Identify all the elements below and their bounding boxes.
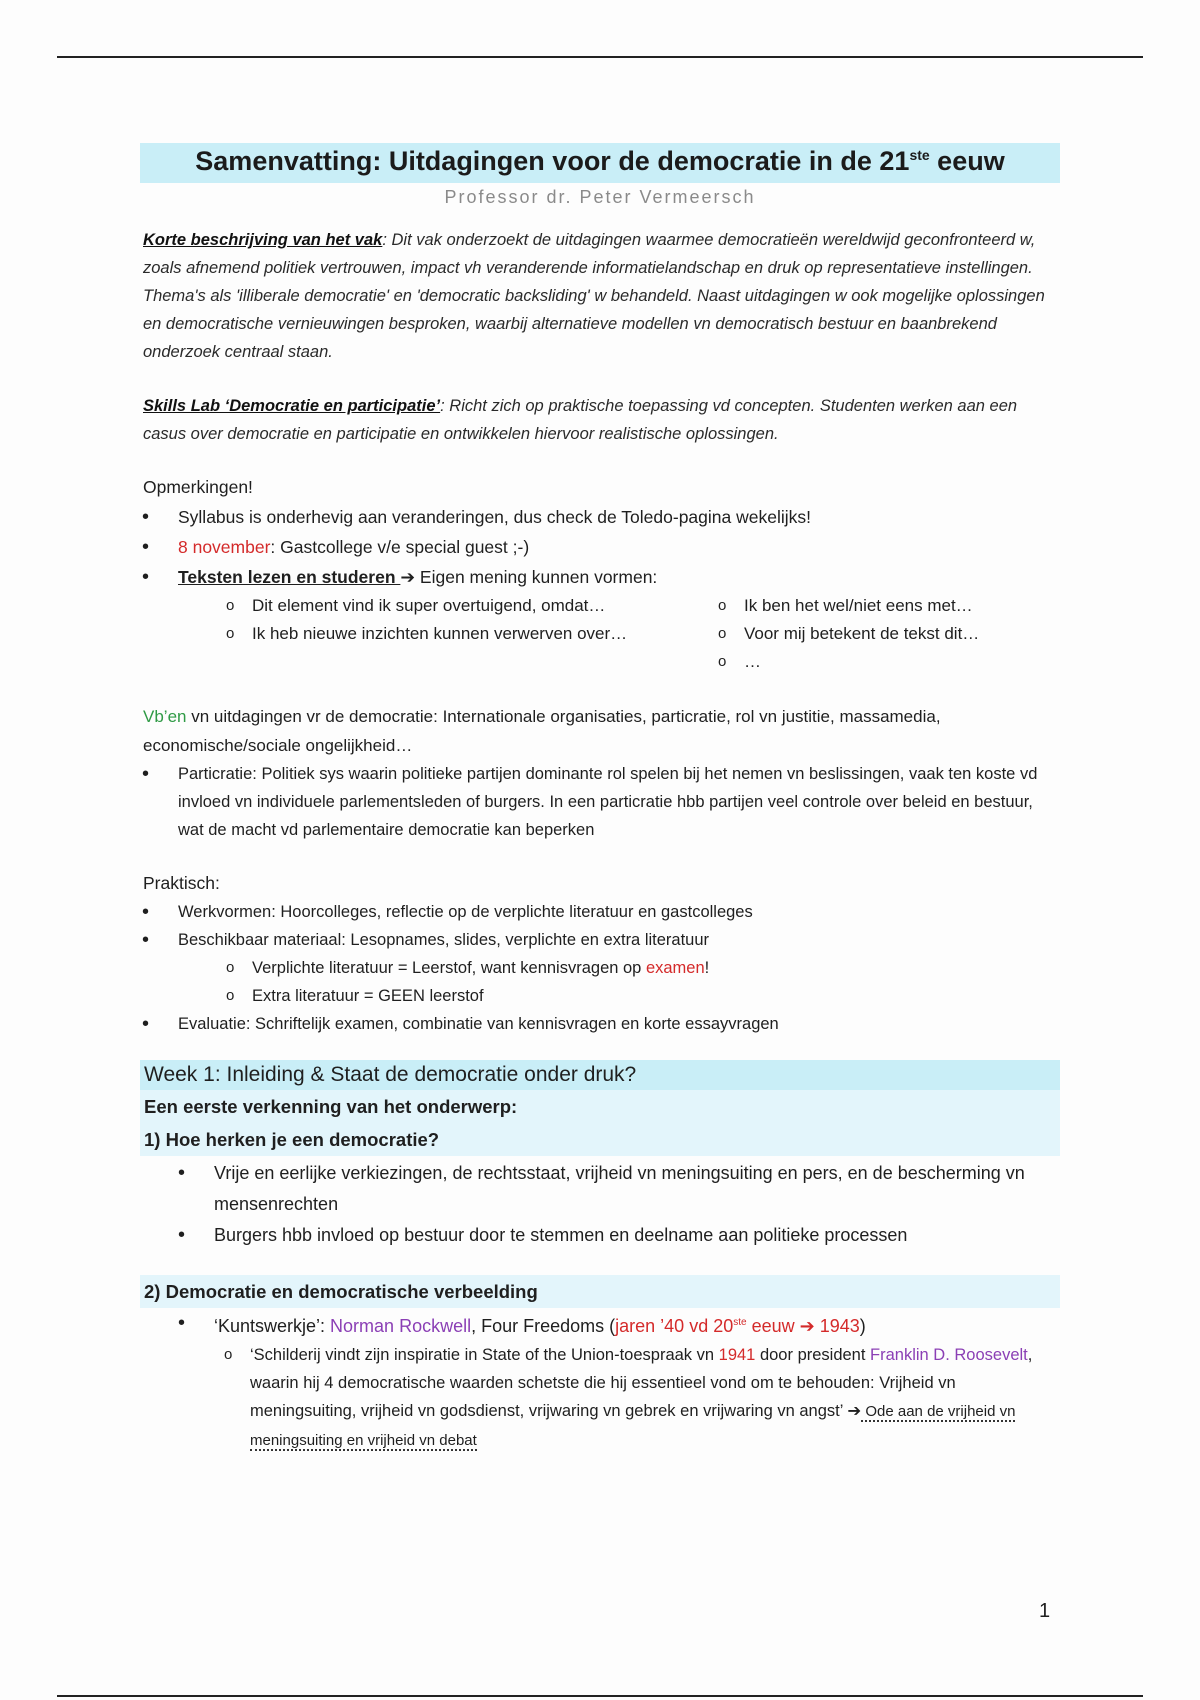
list-item: • Evaluatie: Schriftelijk examen, combinatie van kennisvragen en korte essayvragen bbox=[140, 1010, 1060, 1038]
quote-list bbox=[214, 1341, 1060, 1455]
question-2: 2) Democratie en democratische verbeelding bbox=[140, 1275, 1060, 1308]
opinion-right-list bbox=[708, 592, 1060, 676]
artist-name: Norman Rockwell bbox=[330, 1316, 472, 1336]
skills-paragraph bbox=[140, 392, 1060, 448]
list-item bbox=[140, 926, 1060, 1010]
art-sup: ste bbox=[733, 1317, 747, 1328]
list-item: o … bbox=[708, 648, 1060, 676]
remark-text: Eigen mening kunnen vormen: bbox=[415, 567, 658, 587]
remark-text: Syllabus is onderhevig aan veranderingen, dus check de Toledo-pagina wekelijks! bbox=[178, 507, 811, 527]
exam-word: examen bbox=[645, 959, 705, 977]
sub-text: Verplichte literatuur = Leerstof, want kennisvragen op bbox=[252, 959, 646, 977]
ode-note: Ode aan de vrijheid vn meningsuiting en vrijheid vn debat bbox=[250, 1403, 1016, 1449]
art-year: eeuw ➔ 1943 bbox=[746, 1316, 860, 1336]
arrow-icon: ➔ bbox=[400, 567, 416, 587]
list-item bbox=[176, 1308, 1060, 1455]
practical-heading: Praktisch: bbox=[143, 873, 220, 893]
q2-list bbox=[176, 1308, 1060, 1455]
list-item: o Ik ben het wel/niet eens met… bbox=[708, 592, 1060, 620]
professor-name: Professor dr. Peter Vermeersch bbox=[444, 187, 756, 207]
art-text: ‘Kuntswerkje’: bbox=[214, 1316, 331, 1336]
intro-lead: Korte beschrijving van het vak bbox=[143, 231, 383, 249]
question-1: 1) Hoe herken je een democratie? bbox=[140, 1123, 1060, 1156]
document-page bbox=[140, 143, 1060, 1455]
art-text: ) bbox=[859, 1316, 866, 1336]
remark-text: : Gastcollege v/e special guest ;-) bbox=[270, 537, 530, 557]
examples-paragraph bbox=[140, 702, 1060, 760]
list-item: o Dit element vind ik super overtuigend, omdat… bbox=[216, 592, 708, 620]
quote-year: 1941 bbox=[718, 1346, 756, 1364]
remarks-list bbox=[140, 502, 1060, 592]
list-item: o Voor mij betekent de tekst dit… bbox=[708, 620, 1060, 648]
remark-lead: Teksten lezen en studeren bbox=[178, 567, 401, 587]
list-item bbox=[216, 954, 1060, 982]
arrow-icon: ➔ bbox=[847, 1402, 862, 1420]
practical-sublist bbox=[216, 954, 1060, 1010]
skills-lead: Skills Lab ‘Democratie en participatie’ bbox=[143, 397, 441, 415]
practical-text: Beschikbaar materiaal: Lesopnames, slides, verplichte en extra literatuur bbox=[178, 931, 710, 949]
opinion-columns bbox=[216, 592, 1060, 676]
opinion-left-list bbox=[216, 592, 708, 676]
quote-text: ‘Schilderij vindt zijn inspiratie in State of the Union-toespraak vn bbox=[250, 1346, 719, 1364]
footer-rule bbox=[57, 1695, 1143, 1697]
list-item: • Werkvormen: Hoorcolleges, reflectie op de verplichte literatuur en gastcolleges bbox=[140, 898, 1060, 926]
examples-lead: Vb’en bbox=[143, 707, 187, 726]
examples-list bbox=[140, 760, 1060, 844]
list-item: • Burgers hbb invloed op bestuur door te stemmen en deelname aan politieke processen bbox=[176, 1220, 1060, 1251]
list-item bbox=[140, 532, 1060, 562]
list-item bbox=[214, 1341, 1060, 1455]
title-text: Samenvatting: Uitdagingen voor de democratie in de 21 bbox=[195, 146, 910, 176]
title-sup: ste bbox=[909, 147, 930, 163]
page-number: 1 bbox=[1039, 1600, 1051, 1622]
document-title bbox=[140, 143, 1060, 183]
art-text: , Four Freedoms ( bbox=[471, 1316, 616, 1336]
practical-list bbox=[140, 898, 1060, 1038]
list-item: o Extra literatuur = GEEN leerstof bbox=[216, 982, 1060, 1010]
art-date: jaren ’40 vd 20 bbox=[615, 1316, 734, 1336]
title-end: eeuw bbox=[929, 146, 1005, 176]
header-rule bbox=[57, 56, 1143, 58]
remarks-heading: Opmerkingen! bbox=[143, 477, 253, 497]
list-item bbox=[140, 562, 1060, 592]
intro-text: : Dit vak onderzoekt de uitdagingen waarmee democratieën wereldwijd geconfronteerd w, zoals afnemend politiek vertrouwen, impact vh veranderende informatielandschap en druk op representatieve instellingen. Thema's als 'illiberale democratie' en 'democratic backsliding' w behandeld. Naast uitdagingen w ook mogelijke oplossingen en democratische vernieuwingen besproken, waarbij alternatieve modellen vn democratisch bestuur en baanbrekend onderzoek centraal staan. bbox=[143, 231, 1045, 361]
week1-subheading: Een eerste verkenning van het onderwerp: bbox=[140, 1090, 1060, 1123]
list-item: • Vrije en eerlijke verkiezingen, de rechtsstaat, vrijheid vn meningsuiting en pers, en de bescherming vn mensenrechten bbox=[176, 1158, 1060, 1220]
intro-paragraph bbox=[140, 226, 1060, 366]
quote-text: door president bbox=[755, 1346, 871, 1364]
q1-list bbox=[176, 1158, 1060, 1251]
sub-text: ! bbox=[704, 959, 710, 977]
examples-text: vn uitdagingen vr de democratie: Internationale organisaties, particratie, rol vn justitie, massamedia, economische/sociale ongelijkheid… bbox=[143, 707, 941, 755]
president-name: Franklin D. Roosevelt bbox=[870, 1346, 1028, 1364]
list-item bbox=[140, 502, 1060, 532]
week1-heading: Week 1: Inleiding & Staat de democratie onder druk? bbox=[140, 1060, 1060, 1090]
list-item: • Particratie: Politiek sys waarin politieke partijen dominante rol spelen bij het nemen vn beslissingen, vaak ten koste vd invloed vn individuele parlementsleden of burgers. In een particratie hbb partijen veel controle over beleid en bestuur, wat de macht vd parlementaire democratie kan beperken bbox=[140, 760, 1060, 844]
skills-text: : Richt zich op praktische toepassing vd concepten. Studenten werken aan een casus over democratie en participatie en ontwikkelen hiervoor realistische oplossingen. bbox=[143, 397, 1018, 443]
remark-date: 8 november bbox=[178, 537, 271, 557]
quote-text: , waarin hij 4 democratische waarden schetste die hij essentieel vond om te behouden: Vrijheid vn meningsuiting, vrijheid vn godsdienst, vrijwaring vn gebrek en vrijwaring vn angst’ bbox=[250, 1346, 1033, 1420]
list-item: o Ik heb nieuwe inzichten kunnen verwerven over… bbox=[216, 620, 708, 648]
